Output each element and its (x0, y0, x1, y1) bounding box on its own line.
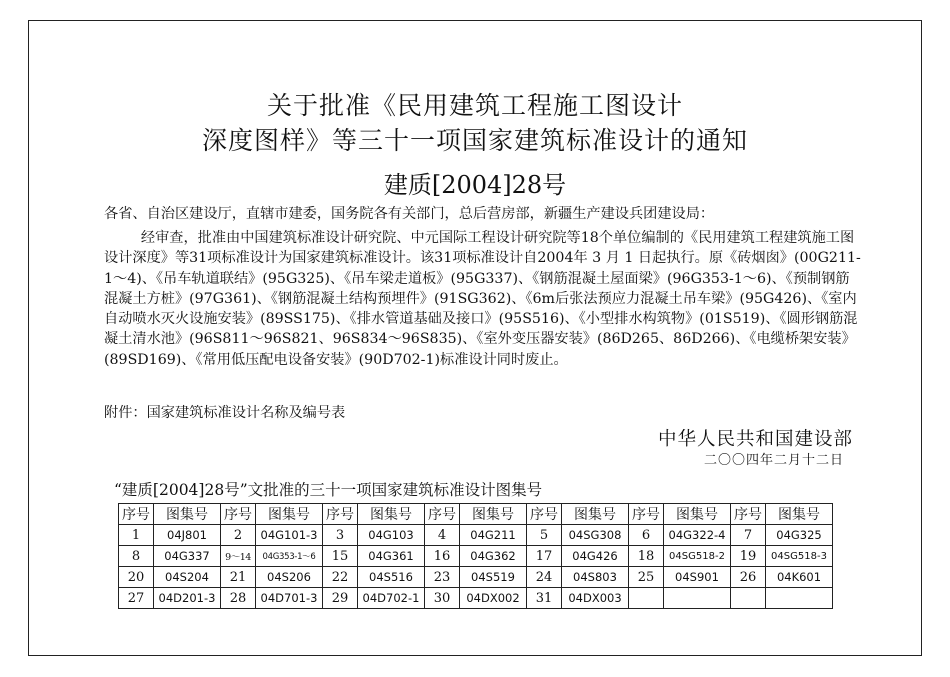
document-number: 建质[2004]28号 (383, 171, 567, 199)
salutation: 各省、自治区建设厅，直辖市建委，国务院各有关部门，总后营房部，新疆生产建设兵团建设局： (104, 206, 715, 222)
code-cell: 04G211 (460, 525, 527, 546)
seq-cell: 23 (425, 567, 460, 588)
code-cell: 04K601 (766, 567, 833, 588)
table-row (119, 588, 833, 609)
notice-body: 经审查，批准由中国建筑标准设计研究院、中元国际工程设计研究院等18个单位编制的《民用建筑工程建筑施工图设计深度》等31项标准设计为国家建筑标准设计。该31项标准设计自2004年 3 月 1 日起执行。原《砖烟囱》(00G211-1～4)、《吊车轨道联结》(95G325)、《吊车梁走道板》(95G337)、《钢筋混凝土屋面梁》(96G353-1～6)、《预制钢筋混凝土方桩》(97G361)、《钢筋混凝土结构预埋件》(91SG362)、《6m后张法预应力混凝土吊车梁》(95G426)、《室内自动喷水灭火设施安装》(89SS175)、《排水管道基础及接口》(95S516)、《小型排水构筑物》(01S519)、《圆形钢筋混凝土清水池》(96S811～96S821、96S834～96S835)、《室外变压器安装》(86D265、86D266)、《电缆桥架安装》(89SD169)、《常用低压配电设备安装》(90D702-1)标准设计同时废止。 (104, 230, 861, 368)
seq-cell: 31 (527, 588, 562, 609)
code-cell: 04G103 (358, 525, 425, 546)
code-cell: 04SG308 (562, 525, 629, 546)
code-cell: 04SG518-3 (766, 546, 833, 567)
notice-title-line1: 关于批准《民用建筑工程施工图设计 (266, 91, 683, 120)
header-seq: 序号 (323, 504, 358, 525)
header-code: 图集号 (154, 504, 221, 525)
header-code: 图集号 (664, 504, 731, 525)
table-row (119, 525, 833, 546)
seq-cell: 29 (323, 588, 358, 609)
code-cell: 04G101-3 (256, 525, 323, 546)
code-cell: 04S901 (664, 567, 731, 588)
header-code: 图集号 (256, 504, 323, 525)
table-row (119, 567, 833, 588)
header-seq: 序号 (425, 504, 460, 525)
header-seq: 序号 (221, 504, 256, 525)
seq-cell: 25 (629, 567, 664, 588)
seq-cell: 15 (323, 546, 358, 567)
code-cell: 04G361 (358, 546, 425, 567)
seq-cell: 2 (221, 525, 256, 546)
notice-title-line2: 深度图样》等三十一项国家建筑标准设计的通知 (201, 126, 748, 155)
table-caption: “建质[2004]28号”文批准的三十一项国家建筑标准设计图集号 (114, 481, 543, 499)
seq-cell: 7 (731, 525, 766, 546)
code-cell: 04SG518-2 (664, 546, 731, 567)
header-code: 图集号 (460, 504, 527, 525)
header-seq: 序号 (119, 504, 154, 525)
issuer-signature: 中华人民共和国建设部 (657, 429, 853, 450)
code-cell: 04J801 (154, 525, 221, 546)
table-header-row (119, 504, 833, 525)
header-code: 图集号 (562, 504, 629, 525)
seq-cell (731, 588, 766, 609)
seq-cell: 3 (323, 525, 358, 546)
seq-cell: 5 (527, 525, 562, 546)
seq-cell: 8 (119, 546, 154, 567)
seq-cell: 9～14 (221, 546, 256, 567)
code-cell: 04S204 (154, 567, 221, 588)
seq-cell: 4 (425, 525, 460, 546)
header-seq: 序号 (527, 504, 562, 525)
header-code: 图集号 (358, 504, 425, 525)
seq-cell: 30 (425, 588, 460, 609)
seq-cell: 27 (119, 588, 154, 609)
seq-cell: 28 (221, 588, 256, 609)
code-cell: 04S206 (256, 567, 323, 588)
code-cell: 04G362 (460, 546, 527, 567)
code-cell: 04G337 (154, 546, 221, 567)
code-cell: 04G325 (766, 525, 833, 546)
code-cell: 04D702-1 (358, 588, 425, 609)
code-cell: 04S516 (358, 567, 425, 588)
code-cell: 04S519 (460, 567, 527, 588)
code-cell: 04DX003 (562, 588, 629, 609)
code-cell: 04G322-4 (664, 525, 731, 546)
seq-cell: 19 (731, 546, 766, 567)
seq-cell: 24 (527, 567, 562, 588)
header-seq: 序号 (731, 504, 766, 525)
code-cell: 04D701-3 (256, 588, 323, 609)
attachment-note: 附件：国家建筑标准设计名称及编号表 (104, 405, 346, 421)
header-code: 图集号 (766, 504, 833, 525)
header-seq: 序号 (629, 504, 664, 525)
seq-cell: 26 (731, 567, 766, 588)
seq-cell: 16 (425, 546, 460, 567)
seq-cell: 6 (629, 525, 664, 546)
seq-cell: 1 (119, 525, 154, 546)
code-cell: 04G353-1～6 (256, 546, 323, 567)
atlas-number-table (118, 503, 833, 609)
code-cell (664, 588, 731, 609)
seq-cell: 22 (323, 567, 358, 588)
seq-cell: 20 (119, 567, 154, 588)
code-cell: 04D201-3 (154, 588, 221, 609)
issue-date: 二〇〇四年二月十二日 (703, 453, 844, 468)
table-row (119, 546, 833, 567)
code-cell: 04G426 (562, 546, 629, 567)
code-cell: 04S803 (562, 567, 629, 588)
seq-cell: 17 (527, 546, 562, 567)
seq-cell: 18 (629, 546, 664, 567)
seq-cell (629, 588, 664, 609)
seq-cell: 21 (221, 567, 256, 588)
code-cell: 04DX002 (460, 588, 527, 609)
code-cell (766, 588, 833, 609)
